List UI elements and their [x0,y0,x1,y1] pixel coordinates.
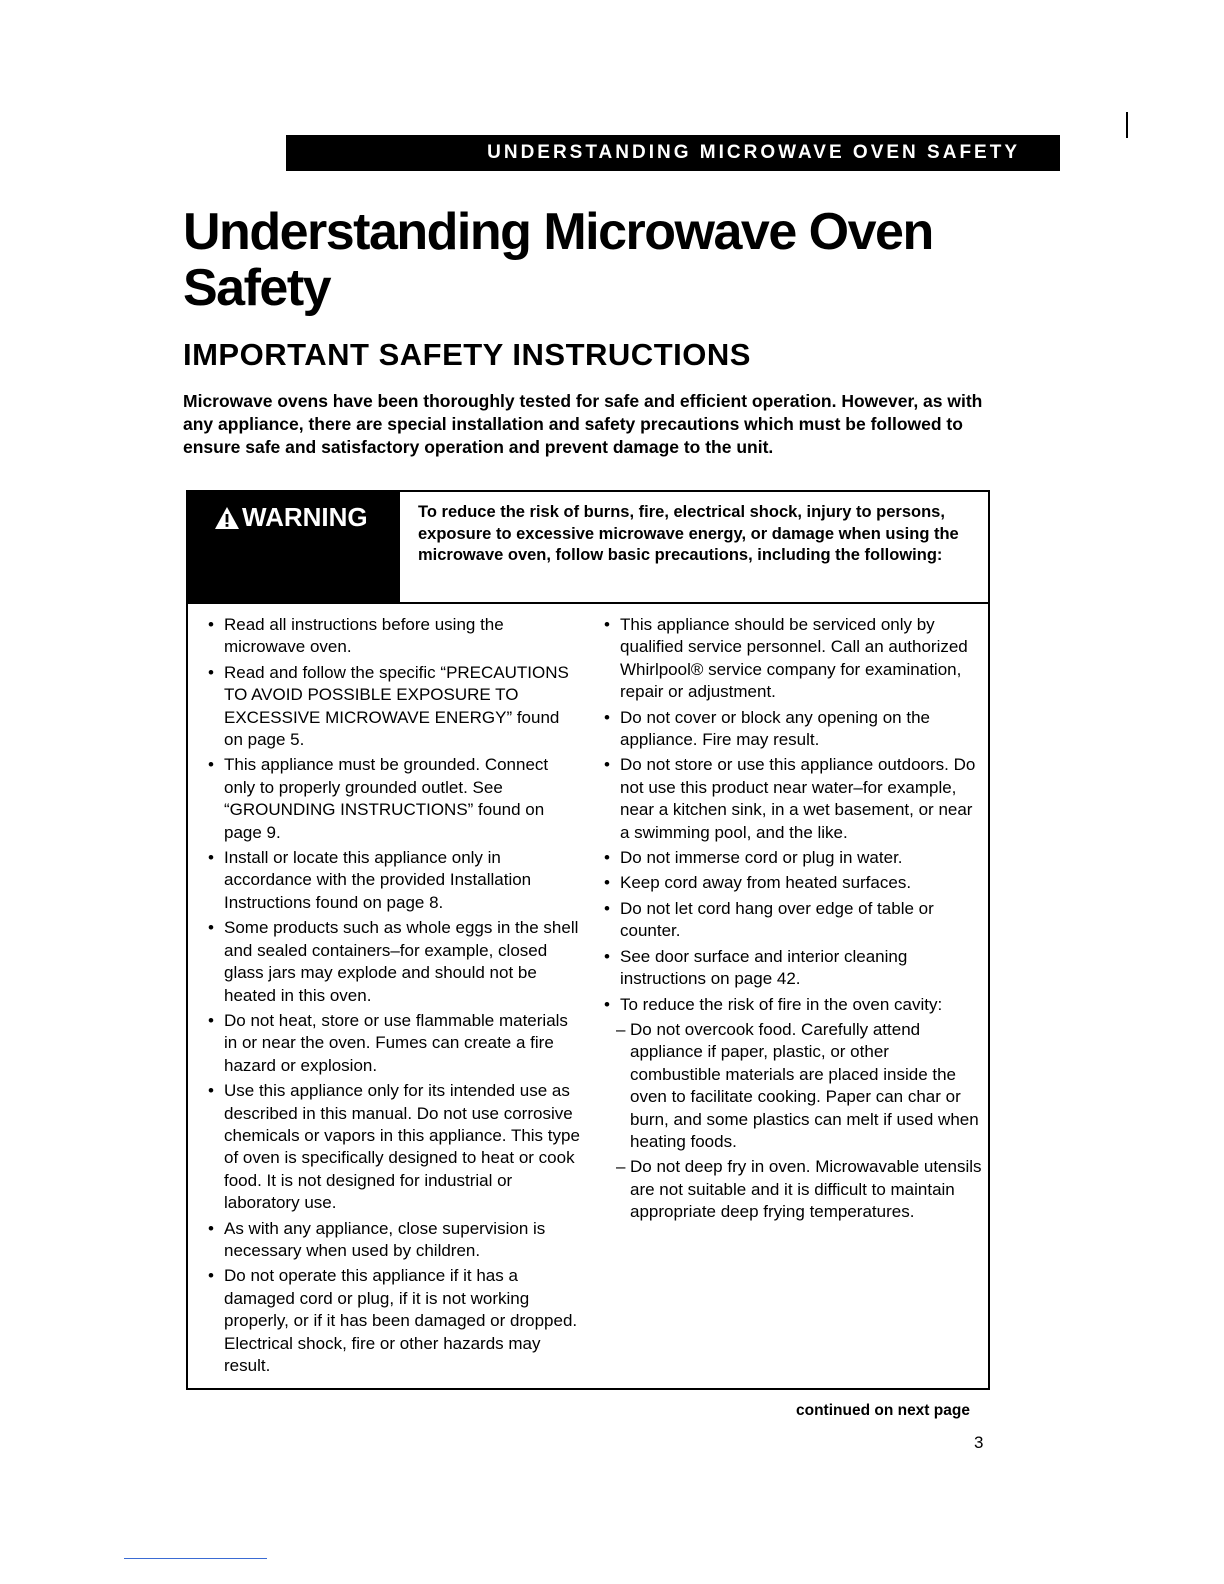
list-item: • Do not let cord hang over edge of table or counter. [604,898,934,941]
warning-box [186,490,990,1390]
page-number: 3 [974,1433,984,1452]
dash-icon: – [616,1157,626,1177]
list-item: • Some products such as whole eggs in the shell and sealed containers–for example, closed glass jars may explode and should not be heated in this oven. [208,918,579,1005]
margin-mark [1126,112,1128,138]
list-item: • This appliance should be serviced only by qualified service personnel. Call an authorized Whirlpool® service company for examination, repair or adjustment. [604,615,968,702]
bullet-icon: • [604,755,610,775]
list-item: • Use this appliance only for its intended use as described in this manual. Do not use corrosive chemicals or vapors in this appliance. This type of oven is specifically designed to heat or cook food. It is not designed for industrial or laboratory use. [208,1081,580,1213]
list-item: • As with any appliance, close supervision is necessary when used by children. [208,1218,546,1260]
bullet-icon: • [208,1266,214,1286]
bullet-icon: • [208,1218,214,1238]
list-item: • Do not operate this appliance if it has a damaged cord or plug, if it is not working properly, or if it has been damaged or dropped. Electrical shock, fire or other hazards may result. [208,1266,578,1375]
warning-label-block [188,492,400,602]
list-item: • Install or locate this appliance only in accordance with the provided Installation Instructions found on page 8. [208,848,532,912]
list-subitem: – Do not overcook food. Carefully attend appliance if paper, plastic, or other combustible materials are placed inside the oven to facilitate cooking. Paper can char or burn, and some plastics can melt if used when heating foods. [616,1019,979,1151]
section-header-bar [286,135,1060,171]
page-title: Understanding Microwave Oven Safety [183,203,933,317]
bullet-icon: • [604,946,610,966]
bullet-icon: • [604,707,610,727]
list-item: • To reduce the risk of fire in the oven cavity: [602,994,982,1016]
bullet-icon: • [208,755,214,775]
list-item: • Read and follow the specific “PRECAUTIONS TO AVOID POSSIBLE EXPOSURE TO EXCESSIVE MICROWAVE ENERGY” found on page 5. [208,662,569,750]
list-subitem: – Do not deep fry in oven. Microwavable utensils are not suitable and it is difficult to maintain appropriate deep frying temperatures. [616,1157,982,1222]
list-item: • Do not cover or block any opening on the appliance. Fire may result. [604,707,930,750]
list-item: • Keep cord away from heated surfaces. [602,872,982,894]
intro-paragraph: Microwave ovens have been thoroughly tested for safe and efficient operation. However, as with any appliance, there are special installation and safety precautions which must be followed to ensure safe and satisfactory operation and prevent damage to the unit. [183,391,983,457]
bullet-icon: • [604,873,610,893]
warning-label-text: WARNING [242,502,368,532]
warning-description: To reduce the risk of burns, fire, electrical shock, injury to persons, exposure to excessive microwave energy, or damage when using the microwave oven, follow basic precautions, including the following: [418,503,959,564]
list-item: • Do not heat, store or use flammable materials in or near the oven. Fumes can create a fire hazard or explosion. [208,1010,568,1075]
bullet-icon: • [208,1081,214,1101]
continued-note: continued on next page [796,1402,970,1419]
list-item: • See door surface and interior cleaning instructions on page 42. [604,946,908,989]
warning-triangle-icon [214,506,240,530]
list-item: • Do not store or use this appliance outdoors. Do not use this product near water–for example, near a kitchen sink, in a wet basement, or near a swimming pool, and the like. [604,755,976,842]
bullet-icon: • [604,898,610,918]
warning-label [214,502,368,533]
bullet-icon: • [208,848,214,868]
footer-rule [124,1558,267,1559]
bullet-icon: • [208,918,214,938]
section-header-title: UNDERSTANDING MICROWAVE OVEN SAFETY [487,142,1020,163]
bullet-icon: • [604,615,610,634]
left-instruction-list [206,614,582,1380]
dash-icon: – [616,1019,626,1039]
list-item: • This appliance must be grounded. Connect only to properly grounded outlet. See “GROUNDING INSTRUCTIONS” found on page 9. [208,755,549,842]
list-item: • Read all instructions before using the microwave oven. [208,615,504,657]
subtitle: IMPORTANT SAFETY INSTRUCTIONS [183,337,751,372]
bullet-icon: • [208,615,214,634]
warning-header [188,492,988,604]
bullet-icon: • [208,662,214,682]
list-item: • Do not immerse cord or plug in water. [602,847,982,869]
bullet-icon: • [604,848,610,868]
bullet-icon: • [208,1010,214,1030]
bullet-icon: • [604,994,610,1014]
right-instruction-list [602,614,982,1227]
